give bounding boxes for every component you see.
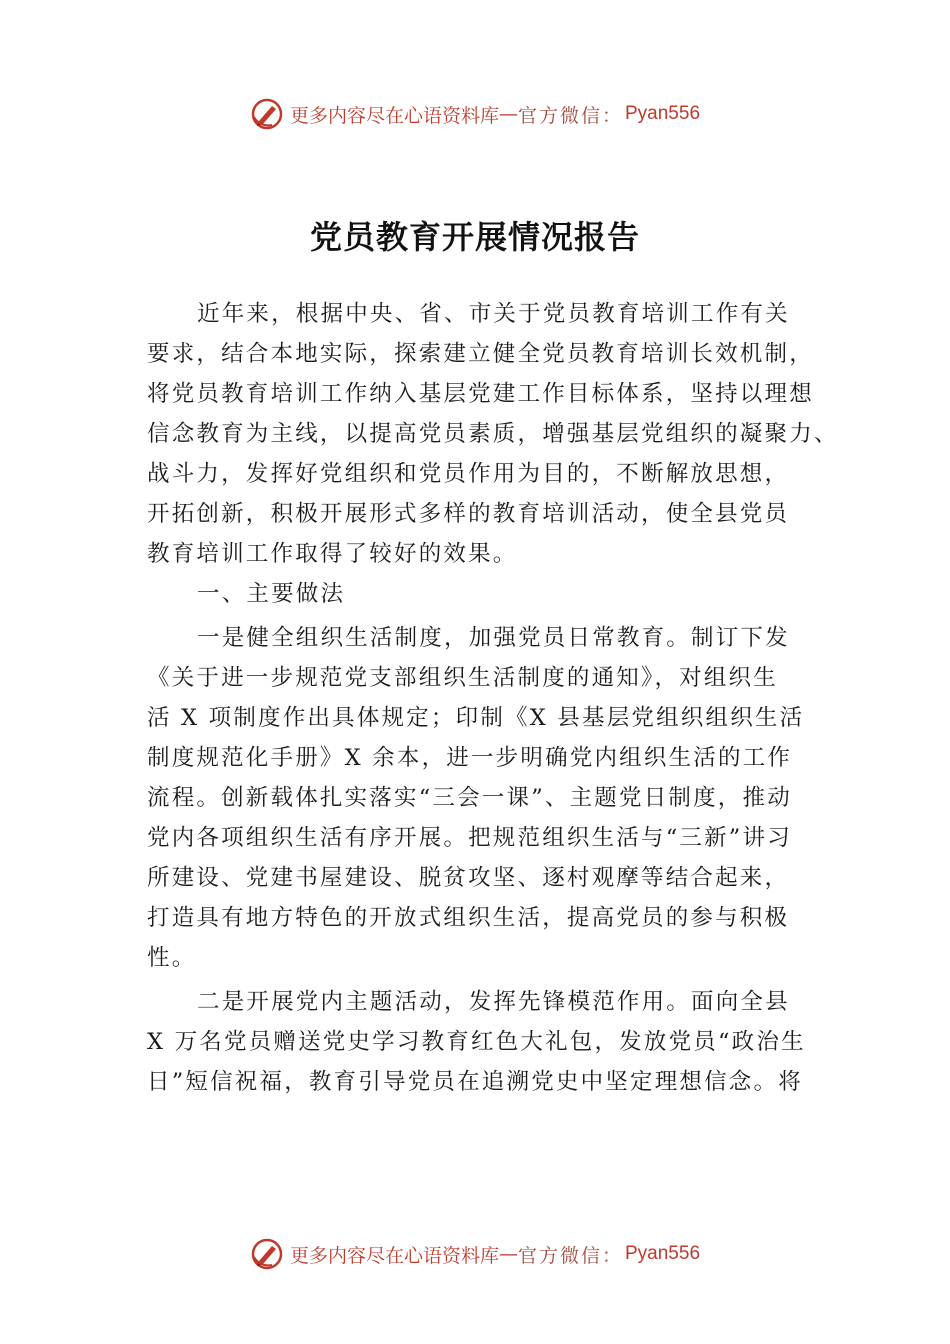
pen-logo-icon	[250, 97, 284, 131]
banner-separator: —	[498, 1243, 518, 1265]
text-line: 活 X 项制度作出具体规定；印制《X 县基层党组织组织生活	[147, 705, 805, 731]
footer-watermark-banner	[0, 1234, 950, 1274]
banner-wechat-account: Pyan556	[625, 103, 701, 124]
text-line: 性。	[147, 945, 197, 971]
pen-logo-icon	[250, 1237, 284, 1271]
text-line: 所建设、党建书屋建设、脱贫攻坚、逐村观摩等结合起来，	[147, 865, 790, 891]
text-line: X 万名党员赠送党史学习教育红色大礼包，发放党员“政治生	[147, 1029, 806, 1055]
text-line: 开拓创新，积极开展形式多样的教育培训活动，使全县党员	[147, 501, 790, 527]
document-title: 党员教育开展情况报告	[309, 218, 640, 256]
text-line: 《关于进一步规范党支部组织生活制度的通知》，对组织生	[147, 665, 778, 691]
banner-wechat-label: 官方微信：	[517, 104, 623, 127]
text-line: 制度规范化手册》X 余本，进一步明确党内组织生活的工作	[147, 745, 793, 771]
banner-wechat-account: Pyan556	[625, 1243, 701, 1264]
paragraph-method-1	[147, 618, 837, 978]
section-heading	[147, 574, 837, 614]
banner-separator: —	[498, 103, 518, 125]
header-watermark-banner	[0, 94, 950, 134]
text-line: 一是健全组织生活制度，加强党员日常教育。制订下发	[197, 625, 790, 651]
banner-wechat-label: 官方微信：	[517, 1244, 623, 1267]
text-line: 教育培训工作取得了较好的效果。	[147, 541, 518, 567]
paragraph-method-2	[147, 982, 837, 1102]
text-line: 战斗力，发挥好党组织和党员作用为目的，不断解放思想，	[147, 461, 790, 487]
text-line: 近年来，根据中央、省、市关于党员教育培训工作有关	[197, 301, 790, 327]
document-body	[147, 294, 837, 1102]
banner-brand-text: 更多内容尽在心语资料库	[289, 104, 499, 127]
text-line: 信念教育为主线，以提高党员素质，增强基层党组织的凝聚力、	[147, 421, 839, 447]
banner-brand-text: 更多内容尽在心语资料库	[289, 1244, 499, 1267]
text-line: 打造具有地方特色的开放式组织生活，提高党员的参与积极	[147, 905, 790, 931]
text-line: 将党员教育培训工作纳入基层党建工作目标体系，坚持以理想	[147, 381, 814, 407]
text-line: 日”短信祝福，教育引导党员在追溯党史中坚定理想信念。将	[147, 1069, 803, 1095]
text-line: 要求，结合本地实际，探索建立健全党员教育培训长效机制，	[147, 341, 814, 367]
paragraph-intro	[147, 294, 837, 574]
text-line: 党内各项组织生活有序开展。把规范组织生活与“三新”讲习	[147, 825, 792, 851]
text-line: 二是开展党内主题活动，发挥先锋模范作用。面向全县	[197, 989, 790, 1015]
text-line: 流程。创新载体扎实落实“三会一课”、主题党日制度，推动	[147, 785, 792, 811]
section-heading-text: 一、主要做法	[197, 581, 346, 607]
